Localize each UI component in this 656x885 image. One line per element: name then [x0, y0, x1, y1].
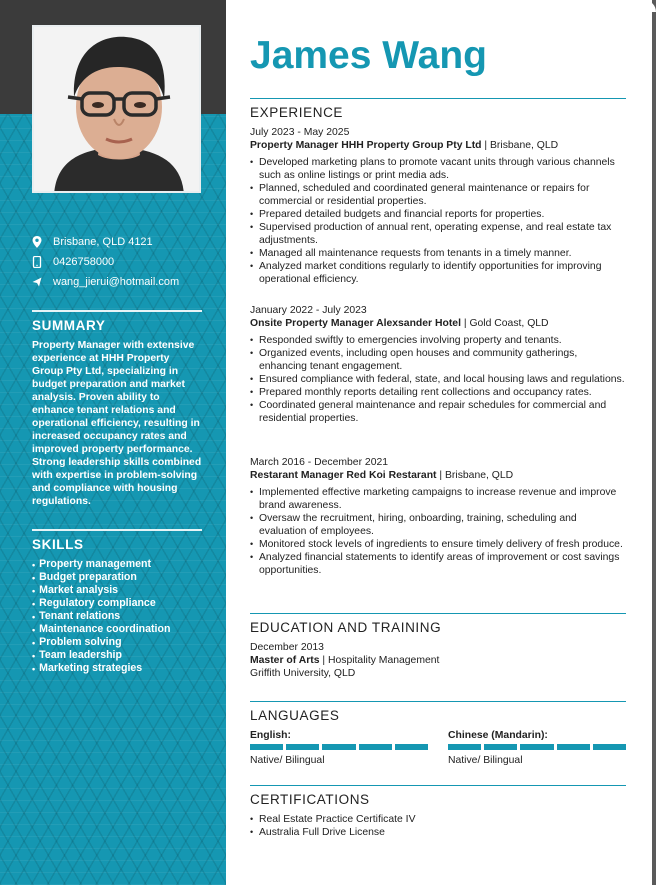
contact-location	[32, 232, 202, 252]
list-item: • Developed marketing plans to promote vacant units through various channels such as online listings or print media ads.	[250, 157, 615, 181]
list-item: • Ensured compliance with federal, state, and local housing laws and regulations.	[250, 374, 625, 385]
bullet-icon: •	[250, 248, 254, 258]
proficiency-segment	[395, 744, 428, 750]
proficiency-segment	[448, 744, 481, 750]
skill-item: • Property management	[32, 558, 152, 570]
profile-photo	[32, 25, 201, 193]
list-item: • Australia Full Drive License	[250, 827, 385, 838]
job-title: Property Manager HHH Property Group Pty Ltd	[250, 140, 482, 151]
job-title: Onsite Property Manager Alexsander Hotel	[250, 318, 461, 329]
language-proficiency-bar	[448, 744, 626, 750]
bullet-icon: •	[32, 612, 36, 622]
bullet-icon: •	[250, 261, 254, 271]
skill-item: • Team leadership	[32, 649, 122, 661]
list-item: • Oversaw the recruitment, hiring, onboarding, training, scheduling and evaluation of employees.	[250, 513, 577, 537]
list-item: • Responded swiftly to emergencies involving property and tenants.	[250, 335, 562, 346]
contact-info	[32, 232, 202, 292]
skill-item: • Budget preparation	[32, 571, 137, 583]
list-item: • Planned, scheduled and coordinated general maintenance or repairs for commercial or residential properties.	[250, 183, 590, 207]
skill-item: • Market analysis	[32, 584, 119, 596]
skill-item: • Regulatory compliance	[32, 597, 156, 609]
education-heading: EDUCATION AND TRAINING	[250, 620, 442, 635]
bullet-icon: •	[32, 560, 36, 570]
summary-text: Property Manager with extensive experience at HHH Property Group Pty Ltd, specializing in budget preparation and market analysis. Proven ability to enhance tenant relations and operational efficiency, resulting in increased occupancy rates and improved property performance. Strong leadership skills combined with expertise in problem-solving and compliance with housing regulations.	[32, 340, 202, 507]
language-entry	[250, 729, 428, 767]
proficiency-segment	[359, 744, 392, 750]
job-dates: March 2016 - December 2021	[250, 457, 389, 468]
list-item: • Coordinated general maintenance and repair schedules for commercial and residential properties.	[250, 400, 607, 424]
bullet-icon: •	[250, 348, 254, 358]
bullet-icon: •	[250, 222, 254, 232]
bullet-icon: •	[250, 400, 254, 410]
bullet-icon: •	[250, 513, 254, 523]
sidebar-divider	[32, 310, 202, 312]
bullet-icon: •	[250, 539, 254, 549]
bullet-icon: •	[32, 573, 36, 583]
education-entry: December 2013 Master of Arts | Hospitality Management Griffith University, QLD	[250, 641, 626, 680]
language-level: Native/ Bilingual	[448, 755, 523, 766]
bullet-icon: •	[32, 651, 36, 661]
contact-location-text: Brisbane, QLD 4121	[53, 236, 153, 248]
list-item: • Analyzed market conditions regularly to identify opportunities for improving operational efficiency.	[250, 261, 602, 285]
experience-heading: EXPERIENCE	[250, 105, 344, 120]
education-school: Griffith University, QLD	[250, 668, 356, 679]
contact-email-text: wang_jierui@hotmail.com	[53, 276, 180, 288]
bullet-icon: •	[32, 599, 36, 609]
education-degree: Master of Arts	[250, 655, 320, 666]
bullet-icon: •	[32, 625, 36, 635]
proficiency-segment	[250, 744, 283, 750]
job-entry: March 2016 - December 2021 Restarant Manager Red Koi Restarant | Brisbane, QLD • Implemented effective marketing campaigns to increase revenue and improve brand awareness. • Oversaw the recruitment, hiring, onboarding, training, scheduling and evaluation of employees. • Monitored stock levels of ingredients to ensure timely delivery of fresh produce. • Analyzed financial statements to identify areas of improvement or cost savings opportunities.	[250, 456, 626, 577]
section-divider	[250, 98, 626, 99]
list-item: • Real Estate Practice Certificate IV	[250, 814, 416, 825]
job-bullets	[250, 486, 626, 577]
bullet-icon: •	[250, 157, 254, 167]
candidate-name: James Wang	[250, 34, 487, 77]
bullet-icon: •	[250, 183, 254, 193]
summary-heading: SUMMARY	[32, 318, 106, 333]
skills-list	[32, 558, 202, 675]
certifications-list	[250, 813, 416, 839]
skill-item: • Problem solving	[32, 636, 122, 648]
languages-heading: LANGUAGES	[250, 708, 340, 723]
bullet-icon: •	[32, 638, 36, 648]
contact-phone-text: 0426758000	[53, 256, 115, 268]
bullet-icon: •	[250, 209, 254, 219]
bullet-icon: •	[250, 827, 254, 837]
language-level: Native/ Bilingual	[250, 755, 325, 766]
page-edge	[652, 0, 656, 885]
skills-heading: SKILLS	[32, 537, 84, 552]
proficiency-segment	[557, 744, 590, 750]
bullet-icon: •	[250, 814, 254, 824]
language-name: English:	[250, 730, 291, 741]
proficiency-segment	[484, 744, 517, 750]
profile-photo-illustration	[34, 27, 201, 193]
bullet-icon: •	[250, 487, 254, 497]
proficiency-segment	[520, 744, 553, 750]
contact-email[interactable]	[32, 272, 202, 292]
job-title: Restarant Manager Red Koi Restarant	[250, 470, 437, 481]
section-divider	[250, 785, 626, 786]
language-proficiency-bar	[250, 744, 428, 750]
job-bullets	[250, 156, 626, 286]
job-entry: July 2023 - May 2025 Property Manager HHH Property Group Pty Ltd | Brisbane, QLD • Developed marketing plans to promote vacant units through various channels such as online listings or print media ads. • Planned, scheduled and coordinated general maintenance or repairs for commercial or residential properties. • Prepared detailed budgets and financial reports for properties. • Supervised production of annual rent, operating expense, and real estate tax adjustments. • Managed all maintenance requests from tenants in a timely manner. • Analyzed market conditions regularly to identify opportunities for improving operational efficiency.	[250, 126, 626, 286]
job-bullets	[250, 334, 626, 425]
list-item: • Prepared detailed budgets and financial reports for properties.	[250, 209, 545, 220]
job-location: Brisbane, QLD	[490, 140, 559, 151]
section-divider	[250, 701, 626, 702]
location-pin-icon	[32, 236, 42, 248]
phone-icon	[32, 256, 42, 268]
skill-item: • Tenant relations	[32, 610, 121, 622]
sidebar-divider	[32, 529, 202, 531]
proficiency-segment	[593, 744, 626, 750]
list-item: • Managed all maintenance requests from tenants in a timely manner.	[250, 248, 572, 259]
bullet-icon: •	[32, 664, 36, 674]
bullet-icon: •	[32, 586, 36, 596]
skill-item: • Marketing strategies	[32, 662, 143, 674]
bullet-icon: •	[250, 374, 254, 384]
job-dates: January 2022 - July 2023	[250, 305, 367, 316]
bullet-icon: •	[250, 387, 254, 397]
language-entry	[448, 729, 626, 767]
list-item: • Prepared monthly reports detailing rent collections and occupancy rates.	[250, 387, 592, 398]
contact-phone	[32, 252, 202, 272]
list-item: • Supervised production of annual rent, operating expense, and real estate tax adjustments.	[250, 222, 612, 246]
certifications-heading: CERTIFICATIONS	[250, 792, 370, 807]
send-icon	[32, 276, 42, 288]
job-dates: July 2023 - May 2025	[250, 127, 350, 138]
bullet-icon: •	[250, 552, 254, 562]
education-field: Hospitality Management	[327, 655, 440, 666]
list-item: • Organized events, including open houses and community gatherings, enhancing tenant engagement.	[250, 348, 578, 372]
list-item: • Monitored stock levels of ingredients to ensure timely delivery of fresh produce.	[250, 539, 623, 550]
language-name: Chinese (Mandarin):	[448, 730, 548, 741]
list-item: • Analyzed financial statements to identify areas of improvement or cost savings opportunities.	[250, 552, 620, 576]
section-divider	[250, 613, 626, 614]
list-item: • Implemented effective marketing campaigns to increase revenue and improve brand awareness.	[250, 487, 617, 511]
job-location: Brisbane, QLD	[445, 470, 514, 481]
skill-item: • Maintenance coordination	[32, 623, 171, 635]
bullet-icon: •	[250, 335, 254, 345]
proficiency-segment	[322, 744, 355, 750]
education-date: December 2013	[250, 642, 324, 653]
job-location: Gold Coast, QLD	[469, 318, 549, 329]
proficiency-segment	[286, 744, 319, 750]
job-entry: January 2022 - July 2023 Onsite Property Manager Alexsander Hotel | Gold Coast, QLD • Responded swiftly to emergencies involving property and tenants. • Organized events, including open houses and community gatherings, enhancing tenant engagement. • Ensured compliance with federal, state, and local housing laws and regulations. • Prepared monthly reports detailing rent collections and occupancy rates. • Coordinated general maintenance and repair schedules for commercial and residential properties.	[250, 305, 625, 424]
